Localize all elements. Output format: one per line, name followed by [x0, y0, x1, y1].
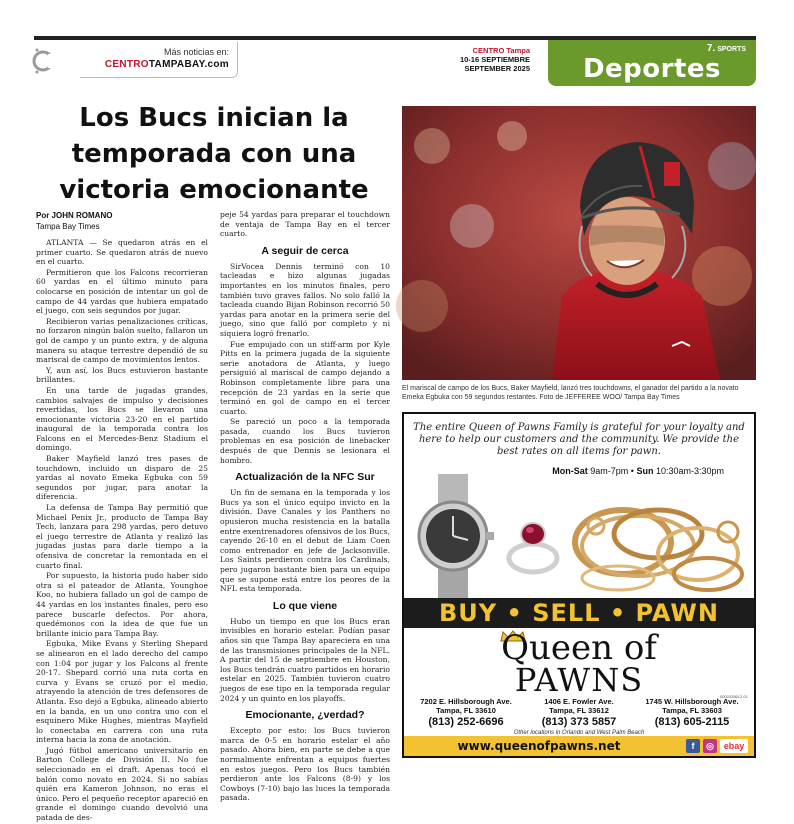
location-1: [410, 697, 522, 729]
edition-brand: CENTRO: [472, 46, 505, 55]
edition-dates-en: SEPTEMBER 2025: [464, 64, 530, 73]
location-city: Tampa, FL 33610: [436, 706, 496, 715]
article-byline: Por JOHN ROMANO: [36, 211, 113, 220]
page-number: [707, 43, 746, 54]
location-city: Tampa, FL 33612: [549, 706, 609, 715]
paragraph: La defensa de Tampa Bay permitió que Michael Penix Jr., producto de Tampa Bay Tech, lanzara para 298 yardas, pero detuvo el juego terrestre de Atlanta y realizó las jugadas justas para darle tiempo a la ofensiva de concretar la remontada en el cuarto final.: [36, 503, 208, 570]
page-number-value: 7.: [706, 43, 716, 54]
ad-hours-time1: 9am-7pm: [590, 466, 629, 476]
article-column-2: [220, 210, 390, 804]
site-link-part1: CENTRO: [104, 59, 149, 70]
paragraph: SirVocea Dennis terminó con 10 tacleadas e hizo algunas jugadas importantes en los minutos finales, pero también tuvo graves fallos. No solo falló la tacleada cuando Bijan Robinson recorrió 50 yardas para anotar en la primera serie del juego, sino que falló por completo y ni siquiera logró frenarlo.: [220, 261, 390, 338]
site-link[interactable]: [105, 59, 229, 70]
subhead-lo-que-viene: Lo que viene: [272, 599, 338, 612]
article-headline: Los Bucs inician la temporada con una victoria emocionante: [59, 103, 369, 205]
ad-hours-time2: 10:30am-3:30pm: [655, 466, 724, 476]
article-byline-outlet: Tampa Bay Times: [36, 222, 100, 231]
location-address: 1406 E. Fowler Ave.: [544, 697, 614, 706]
location-phone[interactable]: (813) 605-2115: [654, 716, 730, 728]
subhead-nfc-sur: Actualización de la NFC Sur: [235, 471, 375, 484]
article-photo: [402, 106, 756, 380]
location-phone[interactable]: (813) 373 5857: [541, 716, 617, 728]
location-3: [636, 697, 748, 729]
paragraph: Se pareció un poco a la temporada pasada, cuando los Bucs tuvieron problemas en esa posición de linebacker después de que Dennis se lesionara el hombro.: [220, 417, 390, 465]
more-news-label: Más noticias en:: [163, 47, 229, 57]
ad-code: 0000328612-01: [719, 694, 748, 699]
paragraph: Fue empujado con un stiff-arm por Kyle Pitts en la primera jugada de la siguiente serie anotadora de Atlanta, y luego persiguió al mariscal de campo dejando a Robinson completamente libre para una recepción de 23 yardas en la serie que terminó en gol de campo en el tercer cuarto.: [220, 339, 390, 416]
paragraph: Recibieron varias penalizaciones críticas, no forzaron ningún balón suelto, fallaron un gol de campo y un punto extra, y de alguna manera su ataque terrestre dependió de su mariscal de campo de movimientos lentos.: [36, 316, 208, 365]
edition-city: Tampa: [506, 46, 530, 55]
location-phone[interactable]: (813) 252-6696: [428, 716, 504, 728]
store-locations: [410, 697, 748, 729]
section-title: Deportes: [582, 54, 722, 84]
page-section-label: SPORTS: [717, 46, 746, 53]
facebook-icon[interactable]: f: [686, 739, 700, 753]
instagram-icon[interactable]: ◎: [703, 739, 717, 753]
jewelry-illustration: [408, 474, 754, 598]
paragraph: Por supuesto, la historia pudo haber sido otra si el pateador de Atlanta, Younghoe Koo, no hubiera fallado un gol de campo de 44 yardas en los instantes finales, pero eso parece buscarle defectos. Por ahora, quedémonos con la idea de que fue un brillante inicio para Tampa Bay.: [36, 571, 208, 638]
paragraph: Un fin de semana en la temporada y los Bucs ya son el único equipo invicto en la división. Dave Canales y los Panthers no opusieron mucha resistencia en la batalla entre exentrenadores ofensivos de los Bucs, cayendo 26-10 en el debut de Liam Coen como entrenador en jefe de Jacksonville. Los Saints perdieron contra los Cardinals, pero jugaron bastante bien para un equipo que se supone está entre los peores de la NFL esta temporada.: [220, 488, 390, 594]
location-2: [523, 697, 635, 729]
paragraph: Baker Mayfield lanzó tres pases de touchdown, incluido un disparo de 25 yardas al novato Emeka Egbuka con 59 segundos por jugar, para anotar la diferencia.: [36, 454, 208, 502]
photo-caption: El mariscal de campo de los Bucs, Baker Mayfield, lanzó tres touchdowns, el ganador del partido a la novato Emeka Egbuka con 59 segundos restantes. Foto de JEFFEREE WOO/ Tampa Bay Times: [402, 385, 739, 401]
ad-website-link[interactable]: www.queenofpawns.net: [457, 739, 621, 753]
edition-dates-es: 10-16 SEPTIEMBRE: [459, 55, 530, 64]
centro-logo-icon: [34, 44, 56, 78]
paragraph: peje 54 yardas para preparar el touchdown de ventaja de Tampa Bay en el tercer cuarto.: [220, 210, 390, 239]
buy-sell-pawn-banner: BUY • SELL • PAWN: [404, 598, 754, 628]
paragraph: ATLANTA — Se quedaron atrás en el primer cuarto. Se quedaron atrás de nuevo en el cuarto.: [36, 238, 208, 267]
brand-line-2: PAWNS: [514, 661, 644, 699]
queen-of-pawns-ad[interactable]: [402, 412, 756, 758]
other-locations-note: Other locations in Orlando and West Palm Beach: [513, 730, 645, 736]
paragraph: Egbuka, Mike Evans y Sterling Shepard se alinearon en el lado derecho del campo con 1:04 por jugar y los Falcons al frente 20-17. Shepard corrió una ruta corta en curva y Evans se cruzó por el medio, atrayendo la atención de tres defensores de Atlanta. Eso dejó a Egbuka, alineado abierto en la banda, en un uno contra uno con el esquinero Mike Hughes, mientras Mayfield lo conectaba en carrera con una ruta interna hacia la zona de anotación.: [36, 639, 208, 745]
player-photo-illustration: [402, 106, 756, 380]
location-address: 7202 E. Hillsborough Ave.: [420, 697, 512, 706]
paragraph: Hubo un tiempo en que los Bucs eran invisibles en horario estelar. Podían pasar años sin que Tampa Bay apareciera en una de las transmisiones principales de la NFL. A partir del 15 de septiembre en Houston, los Bucs tendrán cuatro partidos en horario estelar en 2025. También tuvieron cuatro juegos de ese tipo en la temporada regular 2024 y un quinto en los playoffs.: [220, 616, 390, 703]
section-header: [548, 40, 756, 86]
ebay-icon[interactable]: ebay: [720, 739, 748, 753]
brand-line-1: Queen of: [501, 628, 657, 668]
paragraph: Permitieron que los Falcons recorrieran 60 yardas en el último minuto para colocarse en posición de intentar un gol de campo de 44 yardas que hubiera empatado el juego, con seis segundos por jugar.: [36, 267, 208, 316]
paragraph: Jugó fútbol americano universitario en Barton College de División II. No fue seleccionado en el draft. Apenas tocó el balón como novato en 2024. Si no sabías quién era Kameron Johnson, no eras el único. Pero el pequeño receptor apareció en grande el domingo cuando devolvió una patada de des-: [36, 745, 208, 823]
ad-tagline: The entire Queen of Pawns Family is grateful for your loyalty and here to help our customers and the community. We provide the best rates on all items for pawn.: [413, 422, 745, 457]
paragraph: Excepto por esto: los Bucs tuvieron marca de 0-5 en horario estelar el año pasado. Ahora bien, en parte se debe a que normalmente enfrentan a equipos fuertes en estos juegos. Pero los Bucs también perdieron ante los Falcons (8-9) y los Cowboys (7-10) bajo las luces la temporada pasada.: [220, 726, 390, 803]
ad-url-bar: [404, 736, 754, 756]
social-icons: [686, 739, 748, 753]
site-link-part2: TAMPABAY: [148, 59, 205, 70]
ad-hours-days2: Sun: [636, 466, 654, 476]
ad-hours-days1: Mon-Sat: [552, 466, 588, 476]
article-column-1: [36, 238, 208, 824]
subhead-a-seguir: A seguir de cerca: [261, 244, 349, 257]
ad-hours-sep: •: [630, 466, 634, 476]
location-address: 1745 W. Hillsborough Ave.: [645, 697, 739, 706]
paragraph: Y, aun así, los Bucs estuvieron bastante brillantes.: [36, 365, 208, 385]
location-city: Tampa, FL 33603: [662, 706, 722, 715]
paragraph: En una tarde de jugadas grandes, cambios salvajes de impulso y decisiones revertidas, los Bucs se llevaron una emocionante victoria 23-20 en el partido inaugural de la temporada contra los Falcons en el Mercedes-Benz Stadium el domingo.: [36, 385, 208, 453]
more-news-box[interactable]: [80, 42, 238, 78]
subhead-emocionante: Emocionante, ¿verdad?: [245, 709, 365, 722]
site-link-part3: .com: [204, 59, 229, 70]
edition-info: [416, 46, 530, 73]
